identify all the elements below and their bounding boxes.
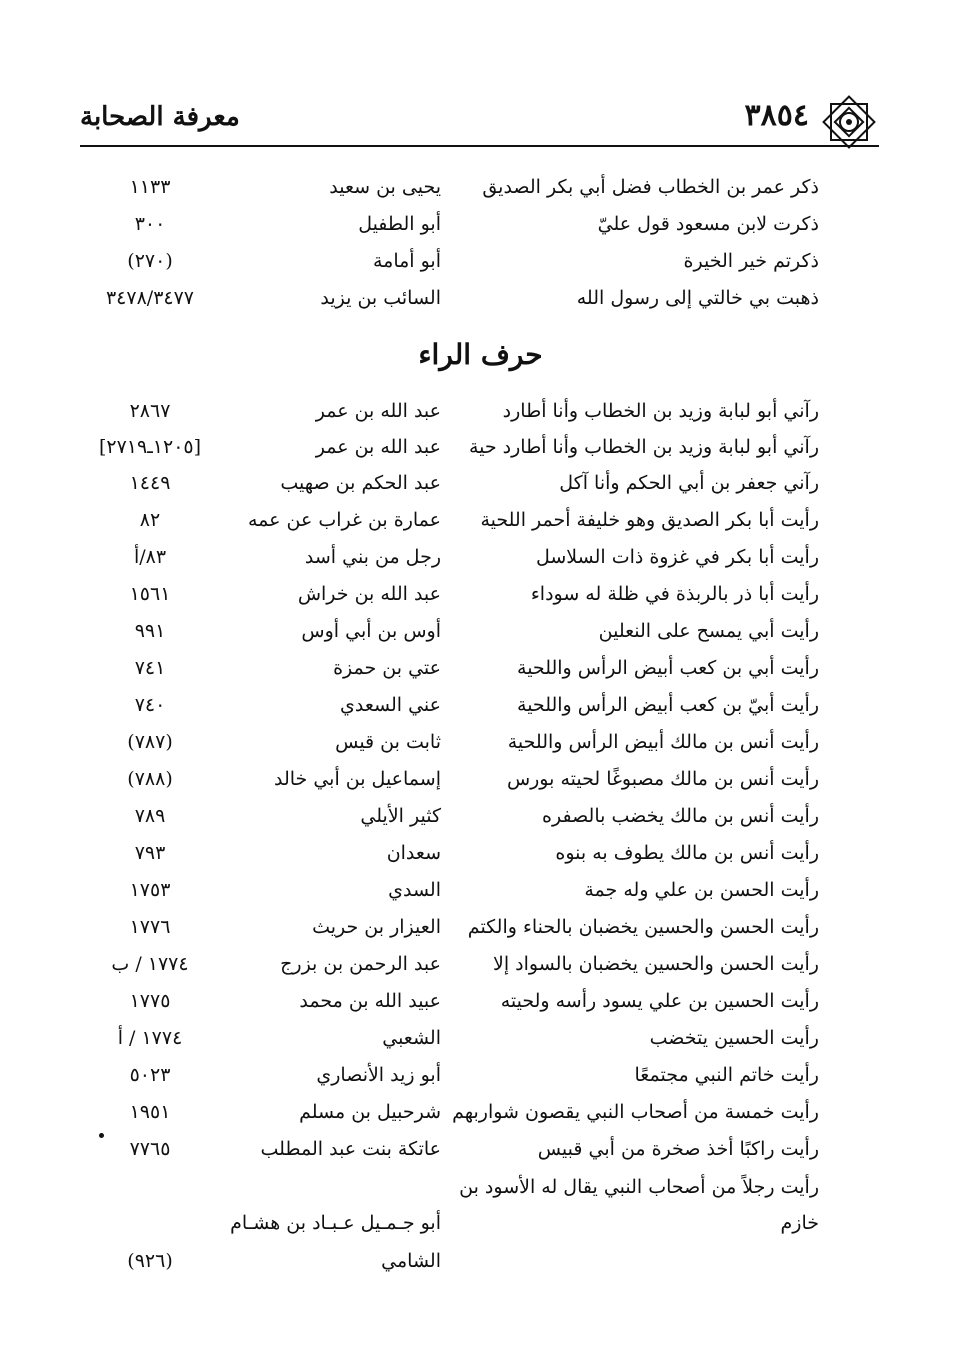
index-row [0, 1138, 961, 1174]
narrator: أبو الطفيل [358, 213, 441, 235]
hadith-text: ذكرتم خير الخيرة [683, 250, 819, 272]
index-row [0, 953, 961, 989]
index-row [0, 250, 961, 286]
reference-number: ٨٢ [139, 509, 161, 531]
hadith-text: رأيت أبا بكر الصديق وهو خليفة أحمر اللحية [480, 509, 819, 531]
index-row [0, 842, 961, 878]
hadith-text: رأيت أنس بن مالك يخضب بالصفره [542, 805, 819, 827]
narrator: عبيد الله بن محمد [299, 990, 441, 1012]
hadith-text: رأيت أبيّ بن كعب أبيض الرأس واللحية [517, 694, 819, 716]
narrator: أبو زيد الأنصاري [316, 1064, 441, 1086]
narrator: عبد الله بن خراش [297, 583, 441, 605]
index-row [0, 879, 961, 915]
hadith-text: رأيت رجلاً من أصحاب النبي يقال له الأسود بن [459, 1176, 819, 1198]
reference-number: ٥٠٢٣ [129, 1064, 171, 1086]
reference-number: ١٧٧٤ / ب [111, 953, 189, 975]
index-row [0, 657, 961, 693]
index-row [0, 731, 961, 767]
narrator: عبد الله بن عمر [315, 436, 441, 458]
narrator: رجل من بني أسد [304, 546, 441, 568]
reference-number: ٧٤١ [134, 657, 166, 679]
narrator: ثابت بن قيس [335, 731, 441, 753]
narrator: عبد الله بن عمر [315, 400, 441, 422]
reference-number: (٢٧٠) [127, 250, 173, 272]
narrator: سعدان [386, 842, 441, 864]
index-row [0, 287, 961, 323]
reference-number: [١٢٠٥ـ٢٧١٩] [98, 436, 202, 458]
index-row [0, 176, 961, 212]
index-row [0, 990, 961, 1026]
narrator: كثير الأيلي [360, 805, 441, 827]
narrator: يحيى بن سعيد [329, 176, 441, 198]
hadith-text: ذهبت بي خالتي إلى رسول الله [576, 287, 819, 309]
hadith-text: رأيت خاتم النبي مجتمعًا [634, 1064, 819, 1086]
narrator: عبد الحكم بن صهيب [280, 472, 441, 494]
index-row [0, 916, 961, 952]
index-row [0, 213, 961, 249]
index-row [0, 620, 961, 656]
hadith-text: رأيت الحسين بن علي يسود رأسه ولحيته [500, 990, 819, 1012]
reference-number: ٩٩١ [134, 620, 166, 642]
hadith-text: رأيت راكبًا أخذ صخرة من أبي قبيس [537, 1138, 819, 1160]
hadith-text: رآني أبو لبابة وزيد بن الخطاب وأنا أطارد [502, 400, 819, 422]
hadith-text: رأيت الحسن والحسين يخضبان بالحناء والكتم [467, 916, 819, 938]
narrator: عبد الرحمن بن بزرج [280, 953, 441, 975]
reference-number: ٣٤٧٨/٣٤٧٧ [105, 287, 195, 309]
reference-number: ١١٣٣ [129, 176, 171, 198]
narrator: أبو أمامة [372, 250, 441, 272]
hadith-text: رأيت أنس بن مالك أبيض الرأس واللحية [507, 731, 819, 753]
reference-number: ١٩٥١ [129, 1101, 171, 1123]
running-title: معرفة الصحابة [80, 102, 240, 132]
narrator: عمارة بن غراب عن عمه [247, 509, 441, 531]
index-row [0, 1176, 961, 1212]
narrator: السدي [388, 879, 441, 901]
hadith-text: رأيت الحسين يتخضب [649, 1027, 819, 1049]
index-row [0, 400, 961, 436]
reference-number: ٧٩٣ [134, 842, 166, 864]
reference-number: ١٧٧٦ [129, 916, 171, 938]
reference-number: ٢٨٦٧ [129, 400, 171, 422]
hadith-text: رآني أبو لبابة وزيد بن الخطاب وأنا أطارد حية [468, 436, 819, 458]
hadith-text: ذكرت لابن مسعود قول عليّ [597, 213, 819, 235]
hadith-text: رأيت أبي بن كعب أبيض الرأس واللحية [517, 657, 819, 679]
narrator: الشعبي [382, 1027, 441, 1049]
hadith-text: رأيت الحسن بن علي وله جمة [584, 879, 819, 901]
index-row [0, 694, 961, 730]
page-number: ٣٨٥٤ [744, 98, 809, 133]
reference-number: (٩٢٦) [127, 1250, 173, 1272]
narrator: شرحبيل بن مسلم [299, 1101, 441, 1123]
index-row [0, 805, 961, 841]
index-row [0, 1212, 961, 1248]
index-row [0, 1101, 961, 1137]
reference-number: ١٥٦١ [129, 583, 171, 605]
narrator: أبو جـمـيل عـبـاد بن هشـام [230, 1212, 441, 1234]
reference-number: ٧٤٠ [134, 694, 166, 716]
stray-dot [99, 1133, 104, 1138]
narrator: أوس بن أبي أوس [301, 620, 441, 642]
index-row [0, 546, 961, 582]
index-row [0, 509, 961, 545]
index-row [0, 1064, 961, 1100]
page-header [80, 98, 879, 138]
narrator: إسماعيل بن أبي خالد [273, 768, 441, 790]
header-rule [80, 145, 879, 147]
narrator: عاتكة بنت عبد المطلب [260, 1138, 441, 1160]
octagram-ornament-icon [819, 92, 879, 152]
index-row [0, 1027, 961, 1063]
section-heading: حرف الراء [418, 338, 543, 371]
reference-number: ١٧٧٥ [129, 990, 171, 1012]
reference-number: (٧٨٨) [127, 768, 173, 790]
reference-number: ٨٣/أ [133, 546, 167, 568]
hadith-text: رأيت أنس بن مالك يطوف به بنوه [555, 842, 819, 864]
hadith-text: رأيت أبي يمسح على النعلين [598, 620, 819, 642]
narrator: السائب بن يزيد [320, 287, 441, 309]
reference-number: ١٤٤٩ [129, 472, 171, 494]
index-row [0, 436, 961, 472]
index-row [0, 583, 961, 619]
reference-number: ١٧٥٣ [129, 879, 171, 901]
index-row [0, 1250, 961, 1286]
hadith-text: رأيت أبا ذر بالربذة في ظلة له سوداء [530, 583, 819, 605]
hadith-text: ذكر عمر بن الخطاب فضل أبي بكر الصديق [482, 176, 819, 198]
hadith-text: رأيت خمسة من أصحاب النبي يقصون شواربهم [452, 1101, 819, 1123]
reference-number: ٧٨٩ [134, 805, 166, 827]
reference-number: ٧٧٦٥ [129, 1138, 171, 1160]
hadith-text: رأيت الحسن والحسين يخضبان بالسواد إلا [493, 953, 819, 975]
hadith-text-continuation: خازم [780, 1212, 819, 1234]
narrator-continuation: الشامي [381, 1250, 441, 1272]
reference-number: ٣٠٠ [134, 213, 166, 235]
hadith-text: رآني جعفر بن أبي الحكم وأنا آكل [559, 472, 819, 494]
reference-number: ١٧٧٤ / أ [117, 1027, 183, 1049]
narrator: العيزار بن حريث [312, 916, 441, 938]
narrator: عني السعدي [340, 694, 441, 716]
index-row [0, 768, 961, 804]
hadith-text: رأيت أنس بن مالك مصبوغًا لحيته بورس [506, 768, 819, 790]
reference-number: (٧٨٧) [127, 731, 173, 753]
narrator: عتي بن حمزة [333, 657, 441, 679]
hadith-text: رأيت أبا بكر في غزوة ذات السلاسل [535, 546, 819, 568]
index-row [0, 472, 961, 508]
